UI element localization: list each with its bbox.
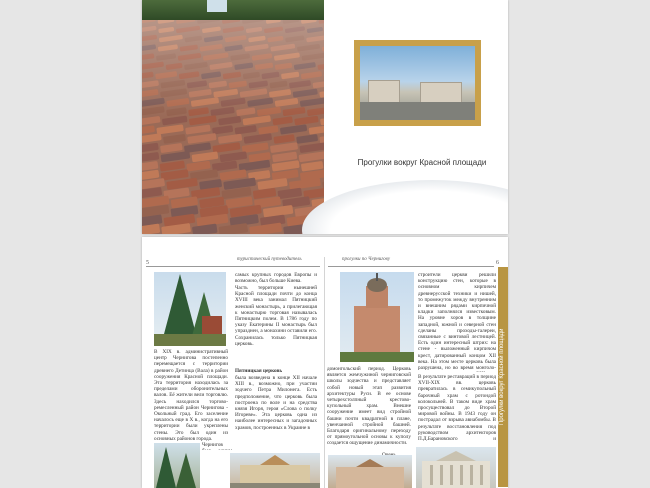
header-rule-right — [328, 266, 494, 267]
church-icon — [340, 272, 414, 362]
building-left — [368, 80, 400, 104]
bottom-spread — [142, 237, 508, 488]
building-icon — [230, 453, 320, 488]
fir-tree-icon — [154, 272, 226, 346]
page-number-right: 6 — [496, 260, 499, 266]
square-pavement — [360, 102, 475, 120]
tree-line — [142, 0, 324, 20]
sidebar-title: Прогулки вокруг Красной площади — [499, 328, 505, 426]
bottom-left-trees-photo — [154, 443, 200, 488]
square-photo — [360, 46, 475, 120]
top-spread — [142, 0, 508, 234]
left-page-column-1: В XIX в. административный центр Чернигова постепенно перемещается с территории древнего Детинца (Вала) в район сооружения Красной площади. Эта территория находилась за пределами оборонительных валов. Её жители вели торговлю. Здесь находился торгово-ремесленный район Чернигова - Окольный град. Его заселение началось еще в X в., когда на его территории были укреплены стены. Это был один из основных районов города. — [154, 349, 228, 442]
left-page-column-1-tail: Чернигов — [202, 442, 223, 448]
square-photo-frame — [354, 40, 481, 126]
header-right: прогулки по Чернигову — [342, 257, 391, 262]
left-page-column-2-intro: самых крупных городов Европы и возможно, был больше Киева. — [235, 272, 317, 284]
gutter — [324, 257, 325, 488]
right-page-column-4b: В результате реставраций в период XVII-XIX вв. церковь превратилась в семикупольный барочный храм с ротондой колокольней. В таком виде храм просуществовал до Второй мировой войны. В 1943 году он пострадал от взрыва авиабомбы. В результате восстановления под руководством архитекторов П.Д.Барановского и — [418, 374, 496, 442]
left-page-column-2: Часть территории нынешней Красной площади почти до конца XVIII века занимал Пятницкий женский монастырь, а прилегающая к монастырю торговая называлась Пятницким полем. В 1786 году по указу Екатерины II монастырь был упразднен, а монахини оставили его. Сохранилась только Пятницкая церковь. — [235, 285, 317, 347]
cobblestone-pattern — [142, 0, 324, 234]
page-title: Прогулки вокруг Красной площади — [357, 158, 487, 167]
right-page-column-4: строители церкви решили конструкцию стен, которые в основном кирпичем древнерусской техники и нишей, то промежуток между внутренним и внешним рядами кирпичной кладки заполнялся известковым. На уровне хоров в толщине западной, южной и северной стен сделаны проходы-галереи, связанные с винтовой лестницей. Есть один интересный штрих: на стене - выложенный кирпичом крест, датированный концом XII века. На этом месте церковь была разрушена, но во время монголо- — [418, 272, 496, 372]
bottom-left-building-photo — [230, 453, 320, 488]
building-right — [420, 82, 462, 104]
fir-tree-icon — [154, 443, 200, 488]
church-tree-photo — [154, 272, 226, 346]
header-rule-left — [146, 266, 320, 267]
header-left: туристический путеводитель — [237, 257, 302, 262]
building-icon — [328, 455, 412, 488]
bottom-right-building-photo-1 — [328, 455, 412, 488]
cobblestone-photo — [142, 0, 324, 234]
left-page-column-2b: была возведена в конце XII начале XIII в., возможно, при участии зодчего Петра Милонега. Есть предположение, что церковь была построена по воле и на средства князя Игоря, героя «Слова о полку Игореве». Эта церковь одна из наиболее интересных и загадочных храмов, построенных в Украине в — [235, 375, 317, 431]
bottom-right-building-photo-2 — [416, 447, 496, 488]
colonnade-building-icon — [416, 447, 496, 488]
right-page-column-3: домонгольский период. Церковь является жемчужиной черниговской школы зодчества и представляет собой новый этап развития архитектуры Руси. В ее основе четырехстолпный крестово-купольный храм. Внешне сооружение имеет вид стройной башни почти квадратной в плане, увенчанной стройной башней. Благодаря оригинальному переходу от прямоугольной основы к куполу создается ощущение динамичности. — [327, 366, 411, 447]
left-page-subheading: Пятницкая церковь — [235, 368, 283, 374]
page-number-left: 5 — [146, 260, 149, 266]
white-swirl — [302, 180, 508, 234]
pyatnitska-church-photo — [340, 272, 414, 362]
